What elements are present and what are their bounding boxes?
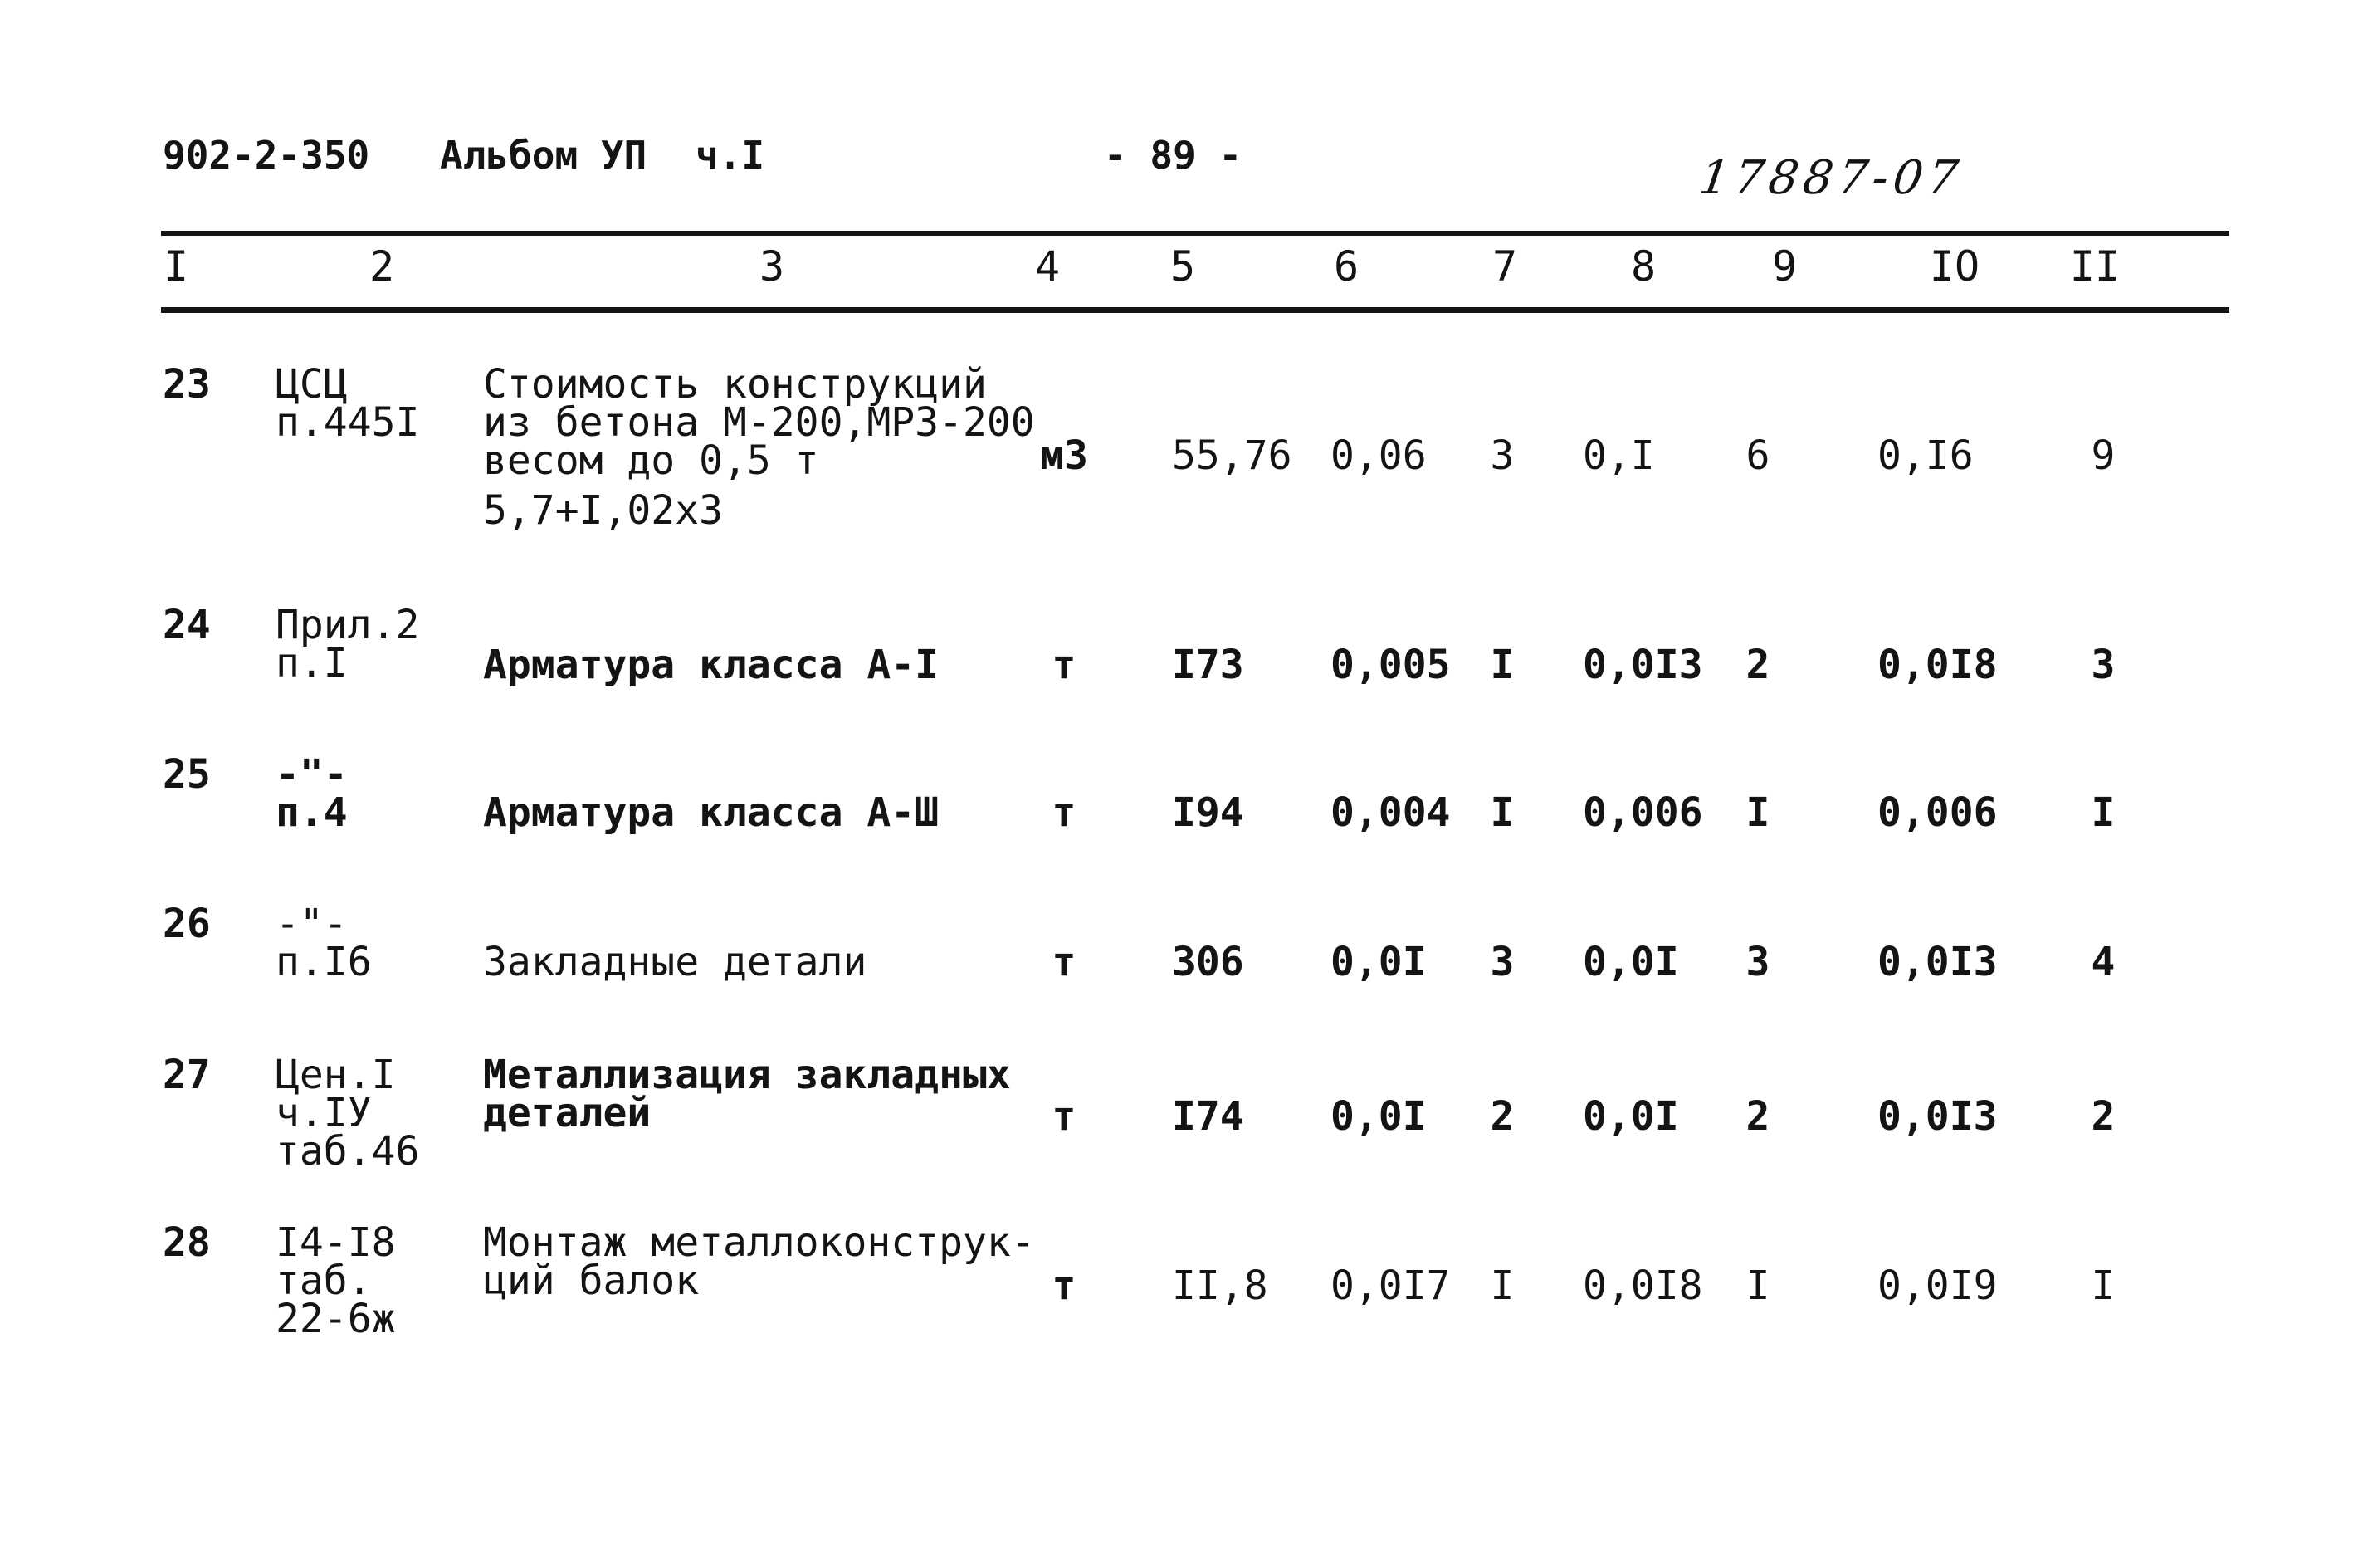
row-description-line: из бетона М-200,МРЗ-200 bbox=[483, 399, 1035, 446]
row-number: 24 bbox=[163, 602, 211, 648]
row-col9: I bbox=[1745, 1263, 1770, 1309]
row-code-line: п.445I bbox=[276, 399, 420, 446]
column-header-11: II bbox=[2069, 242, 2121, 291]
row-code bbox=[276, 602, 420, 686]
row-description-line: Стоимость конструкций bbox=[483, 361, 987, 408]
row-col9: I bbox=[1745, 789, 1770, 836]
row-col6: 0,06 bbox=[1330, 432, 1427, 479]
row-col10: 0,I6 bbox=[1877, 432, 1974, 479]
row-col5: II,8 bbox=[1172, 1263, 1268, 1309]
row-unit: т bbox=[1052, 789, 1076, 836]
row-col11: 2 bbox=[2091, 1093, 2116, 1140]
row-number: 27 bbox=[163, 1052, 211, 1098]
row-col7: I bbox=[1490, 1263, 1515, 1309]
row-number: 28 bbox=[163, 1219, 211, 1266]
row-col11: 4 bbox=[2091, 939, 2116, 985]
column-header-9: 9 bbox=[1771, 242, 1798, 291]
row-code-line: п.I6 bbox=[276, 939, 372, 985]
row-col8: 0,006 bbox=[1583, 789, 1703, 836]
column-header-5: 5 bbox=[1169, 242, 1196, 291]
row-col6: 0,0I bbox=[1330, 939, 1427, 985]
row-col7: 2 bbox=[1490, 1093, 1515, 1140]
row-col6: 0,004 bbox=[1330, 789, 1451, 836]
row-code-line: ЦСЦ bbox=[276, 361, 348, 408]
row-col11: I bbox=[2091, 789, 2116, 836]
row-col6: 0,0I7 bbox=[1330, 1263, 1451, 1309]
column-header-7: 7 bbox=[1491, 242, 1518, 291]
page-number: - 89 - bbox=[1104, 133, 1242, 178]
row-col11: I bbox=[2091, 1263, 2116, 1309]
row-col7: I bbox=[1490, 642, 1515, 688]
row-code bbox=[276, 901, 372, 985]
row-col8: 0,0I8 bbox=[1583, 1263, 1703, 1309]
row-description bbox=[483, 361, 1035, 534]
row-description-line: Металлизация закладных bbox=[483, 1052, 1011, 1098]
row-col8: 0,I bbox=[1583, 432, 1655, 479]
column-header-10: IO bbox=[1929, 242, 1980, 291]
row-col9: 2 bbox=[1745, 642, 1770, 688]
row-col8: 0,0I bbox=[1583, 1093, 1679, 1140]
row-number: 26 bbox=[163, 901, 211, 947]
row-code-line: Цен.I bbox=[276, 1052, 396, 1098]
column-header-6: 6 bbox=[1333, 242, 1360, 291]
row-number: 23 bbox=[163, 361, 211, 408]
row-col10: 0,0I9 bbox=[1877, 1263, 1998, 1309]
row-description-line: Арматура класса А-I bbox=[483, 642, 940, 688]
row-description-line: весом до 0,5 т bbox=[483, 437, 819, 484]
row-description-line: Монтаж металлоконструк- bbox=[483, 1219, 1035, 1266]
row-description-line: деталей bbox=[483, 1090, 652, 1136]
row-col10: 0,0I3 bbox=[1877, 1093, 1998, 1140]
part-label: ч.I bbox=[696, 133, 765, 178]
row-code bbox=[276, 1052, 420, 1175]
row-col5: 306 bbox=[1172, 939, 1244, 985]
album-label: Альбом УП bbox=[440, 133, 647, 178]
row-description-line: Арматура класса А-Ш bbox=[483, 789, 940, 836]
handwritten-registration-number: 17887-07 bbox=[1696, 151, 1966, 205]
row-col5: I94 bbox=[1172, 789, 1244, 836]
document-code: 902-2-350 bbox=[163, 133, 370, 178]
row-col7: 3 bbox=[1490, 939, 1515, 985]
row-description bbox=[483, 642, 940, 688]
row-description bbox=[483, 1219, 1035, 1304]
column-header-2: 2 bbox=[369, 242, 395, 291]
row-col7: 3 bbox=[1490, 432, 1515, 479]
column-header-3: 3 bbox=[759, 242, 785, 291]
row-unit: т bbox=[1052, 642, 1076, 688]
row-description-formula: 5,7+I,02x3 bbox=[483, 487, 723, 534]
row-description bbox=[483, 1052, 1011, 1136]
column-header-4: 4 bbox=[1034, 242, 1061, 291]
row-description bbox=[483, 789, 940, 836]
row-col6: 0,0I bbox=[1330, 1093, 1427, 1140]
row-col8: 0,0I3 bbox=[1583, 642, 1703, 688]
row-description bbox=[483, 939, 867, 985]
table-header-rule bbox=[161, 307, 2229, 313]
row-col6: 0,005 bbox=[1330, 642, 1451, 688]
row-col9: 6 bbox=[1745, 432, 1770, 479]
row-code-line: 22-6ж bbox=[276, 1296, 396, 1342]
row-col10: 0,0I3 bbox=[1877, 939, 1998, 985]
row-unit: т bbox=[1052, 1093, 1076, 1140]
row-code-line: п.I bbox=[276, 640, 348, 686]
row-code-line: ч.IУ bbox=[276, 1090, 372, 1136]
row-code-line: -"- bbox=[276, 901, 348, 947]
row-unit: т bbox=[1052, 1263, 1076, 1309]
row-col5: I73 bbox=[1172, 642, 1244, 688]
row-code-line: I4-I8 bbox=[276, 1219, 396, 1266]
row-code bbox=[276, 751, 348, 836]
row-col10: 0,006 bbox=[1877, 789, 1998, 836]
row-code-line: Прил.2 bbox=[276, 602, 420, 648]
row-code bbox=[276, 361, 420, 446]
row-unit: т bbox=[1052, 939, 1076, 985]
row-col9: 2 bbox=[1745, 1093, 1770, 1140]
row-col10: 0,0I8 bbox=[1877, 642, 1998, 688]
row-col8: 0,0I bbox=[1583, 939, 1679, 985]
row-col7: I bbox=[1490, 789, 1515, 836]
row-col5: I74 bbox=[1172, 1093, 1244, 1140]
row-code-line: п.4 bbox=[276, 789, 348, 836]
row-col9: 3 bbox=[1745, 939, 1770, 985]
row-description-line: Закладные детали bbox=[483, 939, 867, 985]
row-code bbox=[276, 1219, 396, 1342]
row-code-line: -"- bbox=[276, 751, 348, 798]
row-code-line: таб.46 bbox=[276, 1128, 420, 1175]
row-col11: 3 bbox=[2091, 642, 2116, 688]
row-col5: 55,76 bbox=[1172, 432, 1292, 479]
table-top-rule bbox=[161, 231, 2229, 236]
row-col11: 9 bbox=[2091, 432, 2116, 479]
row-unit: м3 bbox=[1040, 432, 1088, 479]
row-description-line: ций балок bbox=[483, 1258, 700, 1304]
row-number: 25 bbox=[163, 751, 211, 798]
row-code-line: таб. bbox=[276, 1258, 372, 1304]
column-header-1: I bbox=[163, 242, 189, 291]
column-header-8: 8 bbox=[1630, 242, 1657, 291]
